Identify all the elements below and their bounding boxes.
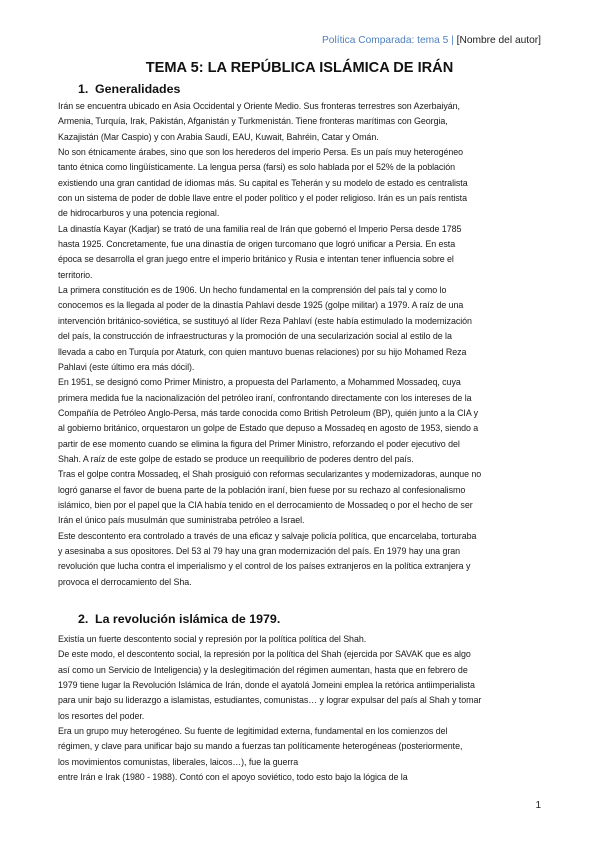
text-line: Armenia, Turquía, Irak, Pakistán, Afganistán y Turkmenistán. Tiene fronteras marítimas con Georgia, (58, 116, 448, 127)
text-line: Pahlavi (este último era más dócil). (58, 361, 195, 372)
text-line: para unir bajo su liderazgo a islamistas, estudiantes, comunistas… y lograr expulsar del país al Shah y tomar (58, 695, 482, 706)
text-line: provoca el derrocamiento del Sha. (58, 576, 192, 587)
section-title: Generalidades (95, 82, 181, 96)
text-line: De este modo, el descontento social, la represión por la política del Shah (ejercida por SAVAK que es algo (58, 649, 471, 660)
header-course: Política Comparada: tema 5 | (322, 35, 454, 46)
text-line: del país, la construcción de infraestructuras y la promoción de una secularización social al estilo de la (58, 331, 452, 342)
text-line: Shah. A raíz de este golpe de estado se produce un reequilibrio de poderes dentro del país. (58, 453, 414, 464)
text-line: logró ganarse el favor de buena parte de la población iraní, bien fuese por su rechazo al confesionalismo (58, 484, 466, 495)
text-line: hasta 1925. Concretamente, fue una dinastía de origen turcomano que logró unificar a Persia. En esta (58, 239, 456, 250)
text-line: existiendo una gran cantidad de idiomas más. Su capital es Teherán y su modelo de estado es centralista (58, 177, 468, 188)
text-line: partir de ese momento cuando se elimina la figura del Primer Ministro, reforzando el poder ejecutivo del (58, 438, 460, 449)
text-line: época se desarrolla el gran juego entre el imperio británico y Rusia e intentan tener influencia sobre el (58, 254, 454, 265)
text-line: Compañía de Petróleo Anglo-Persa, más tarde conocida como British Petroleum (BP), quién junto a la CIA y (58, 407, 479, 418)
text-line: los resortes del poder. (58, 710, 145, 721)
section-number: 2. (78, 612, 89, 626)
page-number: 1 (535, 800, 541, 811)
section-heading-revolucion (78, 612, 280, 626)
page-title: TEMA 5: LA REPÚBLICA ISLÁMICA DE IRÁN (145, 60, 454, 76)
section-heading-generalidades (78, 82, 180, 96)
text-line: de hidrocarburos y una potencia regional. (58, 208, 220, 219)
text-line: primera medida fue la nacionalización del petróleo iraní, confrontando directamente con los intereses de la (58, 392, 472, 403)
section-number: 1. (78, 82, 89, 96)
text-line: Era un grupo muy heterogéneo. Su fuente de legitimidad externa, fundamental en los comienzos del (58, 726, 448, 737)
section-body-revolucion (58, 632, 542, 785)
text-line: Irán el único país musulmán que suministraba petróleo a Israel. (58, 515, 305, 526)
text-line: intervención británico-soviética, se sustituyó al líder Reza Pahlaví (este había estimulado la modernización (58, 315, 472, 326)
text-line: conocemos es la llegada al poder de la dinastía Pahlavi desde 1925 (golpe militar) a 1979. A raíz de una (58, 300, 464, 311)
text-line: 1979 tiene lugar la Revolución Islámica de Irán, donde el ayatolá Jomeini emplea la retórica antiimperialista (58, 680, 475, 691)
text-line: con un sistema de poder de doble llave entre el poder político y el poder religioso. Irán es un país rentista (58, 193, 467, 204)
text-line: La primera constitución es de 1906. Un hecho fundamental en la comprensión del país tal y como lo (58, 285, 447, 296)
text-line: tanto étnica como lingüísticamente. La lengua persa (farsi) es solo hablada por el 52% de la población (58, 162, 455, 173)
text-line: y asesinaba a sus opositores. Del 53 al 79 hay una gran modernización del país. En 1979 hay una gran (58, 545, 461, 556)
text-line: territorio. (58, 269, 93, 280)
page-header (322, 35, 541, 46)
text-line: llevada a cabo en Turquía por Ataturk, con quien mantuvo buenas relaciones) por su hijo Mohamed Reza (58, 346, 467, 357)
text-line: Irán se encuentra ubicado en Asia Occidental y Oriente Medio. Sus fronteras terrestres son Azerbaiyán, (58, 101, 460, 111)
text-line: No son étnicamente árabes, sino que son los herederos del imperio Persa. Es un país muy heterogéneo (58, 147, 464, 158)
text-line: al gobierno británico, orquestaron un golpe de Estado que depuso a Mossadeq en agosto de 1953, siendo a (58, 423, 479, 434)
text-line: islámico, bien por el papel que la CIA había tenido en el derrocamiento de Mossadeq o por el hecho de ser (58, 499, 473, 510)
text-line: así como un Servicio de Inteligencia) y la deslegitimación del régimen aumentan, hasta que en febrero de (58, 664, 468, 675)
text-line: los movimientos comunistas, liberales, laicos…), fue la guerra (58, 756, 299, 767)
section-body-generalidades (58, 99, 542, 590)
text-line: entre Irán e Irak (1980 - 1988). Contó con el apoyo soviético, todo esto bajo la lógica de la (58, 772, 408, 783)
text-line: Tras el golpe contra Mossadeq, el Shah prosiguió con reformas secularizantes y modernizadoras, aunque no (58, 469, 482, 480)
text-line: Existía un fuerte descontento social y represión por la política política del Shah. (58, 634, 367, 644)
section-title: La revolución islámica de 1979. (95, 612, 281, 626)
text-line: En 1951, se designó como Primer Ministro, a propuesta del Parlamento, a Mohammed Mossadeq, cuya (58, 377, 461, 388)
text-line: Este descontento era controlado a través de una eficaz y salvaje policía política, que encarcelaba, torturaba (58, 530, 477, 541)
text-line: Kazajistán (Mar Caspio) y con Arabia Saudí, EAU, Kuwait, Bahréin, Catar y Omán. (58, 131, 379, 142)
text-line: régimen, y clave para unificar bajo su mando a fuerzas tan políticamente heterogéneas (posteriormente, (58, 741, 463, 752)
header-author: [Nombre del autor] (456, 35, 541, 46)
text-line: La dinastía Kayar (Kadjar) se trató de una familia real de Irán que gobernó el Imperio Persa desde 1785 (58, 223, 462, 234)
text-line: revolución que lucha contra el imperialismo y el control de los países extranjeros en la política extranjera y (58, 561, 471, 572)
